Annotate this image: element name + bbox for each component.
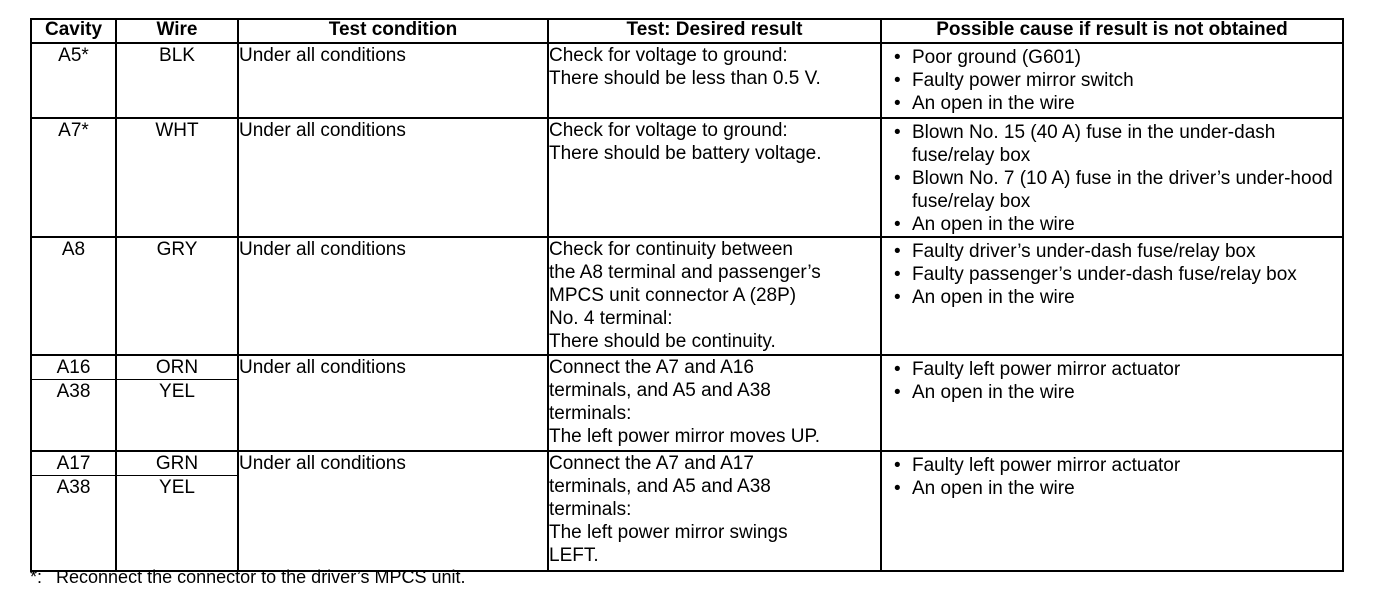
wire-color: YEL xyxy=(159,381,195,402)
bullet-icon: • xyxy=(894,478,901,499)
bullet-icon: • xyxy=(894,122,901,143)
possible-cause-cell xyxy=(881,118,1343,237)
wire-cell xyxy=(116,451,238,571)
desired-result-line: There should be continuity. xyxy=(549,331,776,352)
cavity-cell xyxy=(31,451,116,571)
possible-cause-cell xyxy=(881,237,1343,355)
test-condition-cell: Under all conditions xyxy=(238,43,548,118)
wire-cell xyxy=(116,118,238,237)
desired-result-line: Connect the A7 and A17 xyxy=(549,453,754,474)
desired-result-line: LEFT. xyxy=(549,545,599,566)
test-condition-cell: Under all conditions xyxy=(238,451,548,571)
cause-text: An open in the wire xyxy=(912,93,1075,114)
cause-item xyxy=(890,381,1338,404)
desired-result-line: Connect the A7 and A16 xyxy=(549,357,754,378)
desired-result-cell xyxy=(548,237,881,355)
cavity-value: A38 xyxy=(56,381,91,402)
desired-result-cell xyxy=(548,43,881,118)
cause-item xyxy=(890,69,1338,92)
table-row xyxy=(31,118,1343,237)
bullet-icon: • xyxy=(894,382,901,403)
cavity-cell xyxy=(31,118,116,237)
cause-text: Faulty left power mirror actuator xyxy=(912,359,1181,380)
cause-item xyxy=(890,454,1338,477)
test-condition-cell: Under all conditions xyxy=(238,237,548,355)
wire-color: YEL xyxy=(159,477,195,498)
desired-result-line: Check for continuity between xyxy=(549,239,793,260)
cause-item xyxy=(890,46,1338,69)
desired-result-line: terminals: xyxy=(549,403,632,424)
header-possible-cause: Possible cause if result is not obtained xyxy=(881,19,1343,43)
table-row xyxy=(31,237,1343,355)
desired-result-line: MPCS unit connector A (28P) xyxy=(549,285,797,306)
cause-text: Blown No. 15 (40 A) fuse in the under-dash fuse/relay box xyxy=(912,122,1276,166)
possible-cause-cell xyxy=(881,451,1343,571)
cavity-value: A8 xyxy=(61,239,86,260)
cause-item xyxy=(890,213,1338,236)
cause-text: An open in the wire xyxy=(912,214,1075,235)
cause-text: An open in the wire xyxy=(912,478,1075,499)
bullet-icon: • xyxy=(894,359,901,380)
bullet-icon: • xyxy=(894,241,901,262)
desired-result-cell xyxy=(548,355,881,451)
header-row xyxy=(31,19,1343,43)
cavity-cell xyxy=(31,355,116,451)
possible-cause-cell xyxy=(881,43,1343,118)
desired-result-cell xyxy=(548,118,881,237)
bullet-icon: • xyxy=(894,287,901,308)
cause-list xyxy=(882,119,1342,236)
cause-text: An open in the wire xyxy=(912,382,1075,403)
cause-item xyxy=(890,477,1338,500)
cause-text: Faulty power mirror switch xyxy=(912,70,1134,91)
cause-list xyxy=(882,238,1342,309)
footnote-text: Reconnect the connector to the driver’s MPCS unit. xyxy=(56,567,466,587)
cavity-cell xyxy=(31,237,116,355)
desired-result-line: terminals, and A5 and A38 xyxy=(549,476,771,497)
table-row xyxy=(31,43,1343,118)
table-row xyxy=(31,355,1343,451)
desired-result-line: There should be less than 0.5 V. xyxy=(549,68,821,89)
footnote-mark: *: xyxy=(30,567,43,587)
desired-result-line: The left power mirror moves UP. xyxy=(549,426,821,447)
desired-result-line: the A8 terminal and passenger’s xyxy=(549,262,821,283)
bullet-icon: • xyxy=(894,168,901,189)
desired-result-line: terminals, and A5 and A38 xyxy=(549,380,771,401)
desired-result-line: No. 4 terminal: xyxy=(549,308,673,329)
wire-color: WHT xyxy=(155,120,199,141)
possible-cause-cell xyxy=(881,355,1343,451)
bullet-icon: • xyxy=(894,93,901,114)
cause-text: Faulty left power mirror actuator xyxy=(912,455,1181,476)
cause-list xyxy=(882,356,1342,404)
diagnostic-table-container xyxy=(30,18,1342,572)
cause-list xyxy=(882,452,1342,500)
test-condition-cell: Under all conditions xyxy=(238,355,548,451)
bullet-icon: • xyxy=(894,47,901,68)
desired-result-line: The left power mirror swings xyxy=(549,522,788,543)
cause-list xyxy=(882,44,1342,115)
cavity-value: A38 xyxy=(56,477,91,498)
desired-result-line: Check for voltage to ground: xyxy=(549,45,788,66)
cause-text: Blown No. 7 (10 A) fuse in the driver’s under-hood fuse/relay box xyxy=(912,168,1333,212)
cavity-value: A5* xyxy=(58,45,89,66)
cavity-value: A7* xyxy=(58,120,89,141)
wire-cell xyxy=(116,43,238,118)
bullet-icon: • xyxy=(894,264,901,285)
header-test-condition: Test condition xyxy=(238,19,548,43)
wire-color: GRN xyxy=(117,452,237,476)
cause-item xyxy=(890,92,1338,115)
cause-text: Faulty driver’s under-dash fuse/relay box xyxy=(912,241,1256,262)
cause-text: An open in the wire xyxy=(912,287,1075,308)
test-condition-cell: Under all conditions xyxy=(238,118,548,237)
footnote xyxy=(30,566,466,588)
cause-text: Poor ground (G601) xyxy=(912,47,1081,68)
bullet-icon: • xyxy=(894,455,901,476)
desired-result-line: terminals: xyxy=(549,499,632,520)
bullet-icon: • xyxy=(894,214,901,235)
cause-item xyxy=(890,286,1338,309)
desired-result-cell xyxy=(548,451,881,571)
table-row xyxy=(31,451,1343,571)
wire-color: ORN xyxy=(117,356,237,380)
bullet-icon: • xyxy=(894,70,901,91)
cause-item xyxy=(890,240,1338,263)
cavity-value: A17 xyxy=(32,452,115,476)
cause-text: Faulty passenger’s under-dash fuse/relay box xyxy=(912,264,1297,285)
wire-cell xyxy=(116,355,238,451)
header-desired-result: Test: Desired result xyxy=(548,19,881,43)
cause-item xyxy=(890,263,1338,286)
wire-color: GRY xyxy=(156,239,198,260)
cavity-value: A16 xyxy=(32,356,115,380)
header-wire: Wire xyxy=(116,19,238,43)
table-body xyxy=(31,43,1343,571)
desired-result-line: Check for voltage to ground: xyxy=(549,120,788,141)
diagnostic-table xyxy=(30,18,1344,572)
cause-item xyxy=(890,121,1338,167)
cause-item xyxy=(890,358,1338,381)
wire-color: BLK xyxy=(159,45,195,66)
cause-item xyxy=(890,167,1338,213)
header-cavity: Cavity xyxy=(31,19,116,43)
wire-cell xyxy=(116,237,238,355)
cavity-cell xyxy=(31,43,116,118)
desired-result-line: There should be battery voltage. xyxy=(549,143,822,164)
